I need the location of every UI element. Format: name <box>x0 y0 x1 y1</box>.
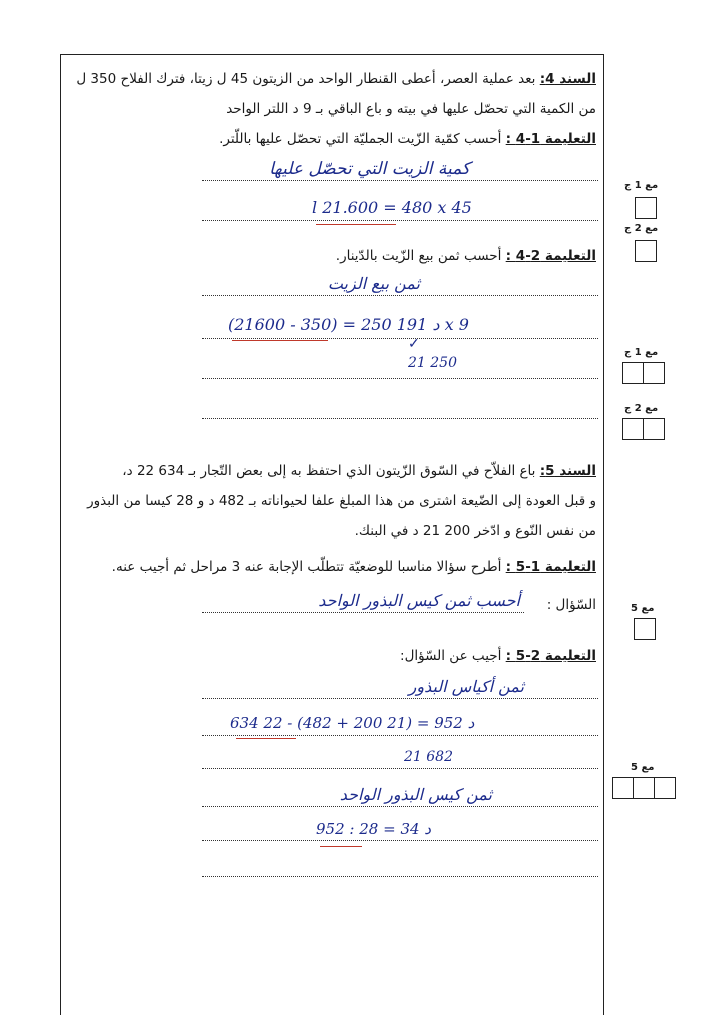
answer-line <box>202 735 598 736</box>
t42-answer1: ثمن بيع الزيت <box>327 274 420 293</box>
grade-label-3: مع 1 ج <box>624 347 659 358</box>
t41-answer1: كمية الزيت التي تحصّل عليها <box>269 159 470 179</box>
t52-answer4: د 34 = 28 : 952 <box>316 820 431 838</box>
answer-line <box>202 418 598 419</box>
t41-label: التعليمة 1-4 : <box>505 131 596 147</box>
grade-label-5: مع 5 <box>631 603 655 614</box>
grade-label-6: مع 5 <box>631 762 655 773</box>
t52-label: التعليمة 2-5 : <box>505 648 596 664</box>
grade-label-4: مع 2 ج <box>624 403 659 414</box>
underline-mark <box>236 738 296 739</box>
grade-cell[interactable] <box>643 362 665 384</box>
grade-cell[interactable] <box>612 777 634 799</box>
underline-mark <box>232 340 328 341</box>
grade-box[interactable] <box>634 618 656 640</box>
t42-line <box>336 247 596 265</box>
sanad5-line2: و قبل العودة إلى الضّيعة اشترى من هذا المبلغ علفا لحيواناته بـ 482 د و 28 كيسا من البذور <box>87 493 596 509</box>
sanad4-label: السند 4: <box>539 71 596 87</box>
grade-cell[interactable] <box>633 777 655 799</box>
t41-line <box>219 130 596 148</box>
t51-text: أطرح سؤالا مناسبا للوضعيّة تتطلّب الإجابة عنه 3 مراحل ثم أجيب عنه. <box>111 559 502 575</box>
grade-cell[interactable] <box>643 418 665 440</box>
tick-mark: ✓ <box>408 336 420 352</box>
underline-mark <box>316 224 396 225</box>
grade-label-2: مع 2 ج <box>624 223 659 234</box>
t42-answer-sub: 21 250 <box>408 355 457 371</box>
answer-line <box>202 378 598 379</box>
sanad5-line1 <box>122 462 596 480</box>
grade-cell[interactable] <box>622 418 644 440</box>
grade-box[interactable] <box>635 197 657 219</box>
t52-answer3: ثمن كيس البذور الواحد <box>339 785 492 804</box>
answer-line <box>202 768 598 769</box>
sanad5-line3: من نفس النّوع و ادّخر 200 21 د في البنك. <box>354 523 596 539</box>
t42-answer2: د 191 250 = (350 - 21600) x 9 <box>228 315 469 334</box>
t52-text: أجيب عن السّؤال: <box>400 648 502 664</box>
t42-label: التعليمة 2-4 : <box>505 248 596 264</box>
grade-box[interactable] <box>635 240 657 262</box>
answer-line <box>202 220 598 221</box>
t52-answer1: ثمن أكياس البذور <box>408 677 524 696</box>
t52-answer-sub: 21 682 <box>404 749 453 765</box>
sanad4-line1 <box>76 70 596 88</box>
underline-mark <box>320 846 362 847</box>
t41-text: أحسب كمّية الزّيت الجمليّة التي تحصّل عليها باللّتر. <box>219 131 502 147</box>
grade-cell[interactable] <box>654 777 676 799</box>
t51-question-answer: أحسب ثمن كيس البذور الواحد <box>318 591 520 610</box>
answer-line <box>202 840 598 841</box>
t51-line <box>112 558 596 576</box>
answer-line <box>202 180 598 181</box>
t52-line <box>400 647 596 665</box>
t51-label: التعليمة 1-5 : <box>505 559 596 575</box>
sanad5-label: السند 5: <box>539 463 596 479</box>
sanad4-line2: من الكمية التي تحصّل عليها في بيته و باع الباقي بـ 9 د اللتر الواحد <box>226 101 596 117</box>
t52-answer2: د 952 = (21 200 + 482) - 22 634 <box>230 714 475 732</box>
answer-line <box>202 876 598 877</box>
sanad5-text1: باع الفلاّح في السّوق الزّيتون الذي احتفظ به إلى بعض التّجار بـ 634 22 د، <box>122 463 536 479</box>
sanad4-text1: بعد عملية العصر، أعطى القنطار الواحد من الزيتون 45 ل زيتا، فترك الفلاح 350 ل <box>76 71 536 87</box>
t51-question-label: السّؤال : <box>546 597 596 613</box>
t42-text: أحسب ثمن بيع الزّيت بالدّينار. <box>335 248 502 264</box>
answer-line <box>202 612 524 613</box>
answer-line <box>202 806 598 807</box>
answer-line <box>202 295 598 296</box>
answer-line <box>202 698 598 699</box>
t41-answer2: l 21.600 = 480 x 45 <box>312 198 472 217</box>
grade-cell[interactable] <box>622 362 644 384</box>
grade-label-1: مع 1 ج <box>624 180 659 191</box>
answer-line <box>202 338 598 339</box>
